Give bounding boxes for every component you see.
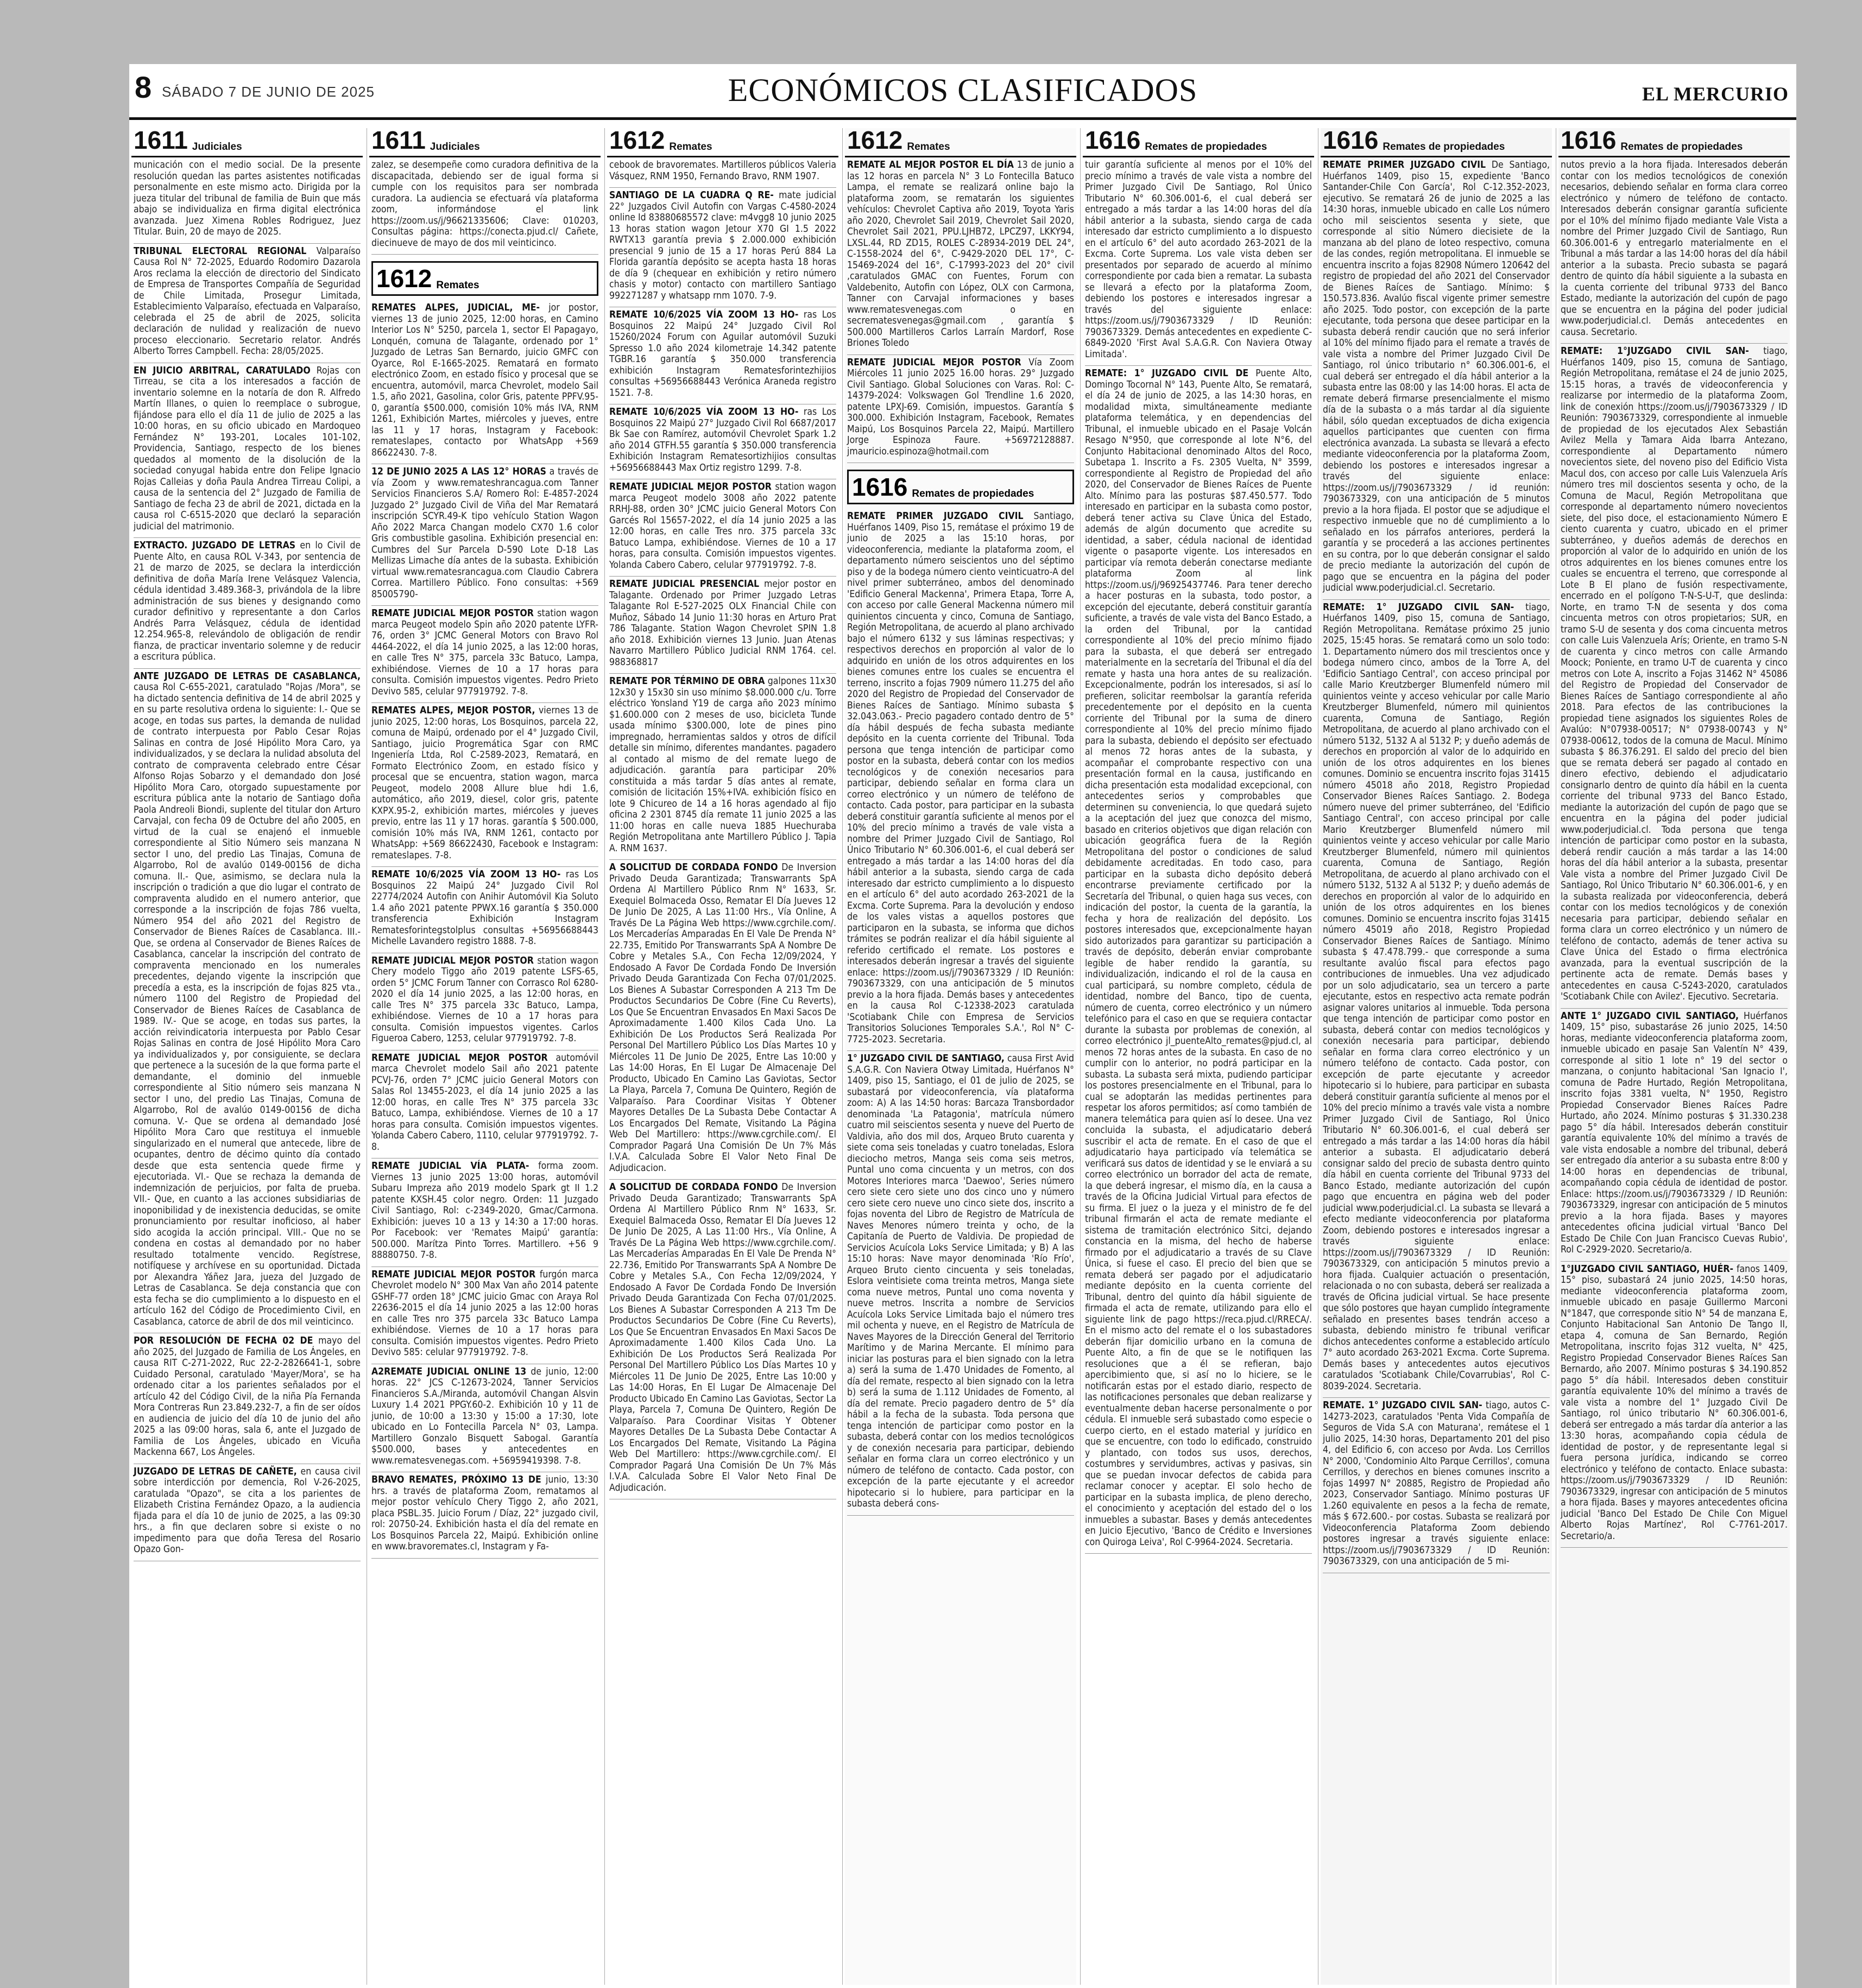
classified-ad (609, 676, 836, 860)
ad-text: tiago, Huérfanos 1409, piso 15, comuna de Santiago, Región Metropolitana. Remátase próximo 25 junio 2025, 15:45 horas. Se rematará como un solo todo: 1. Departamento número dos mil trescientos once y bodega número cinco, ambos de la Torre A, del 'Edificio Santiago Central', con acceso principal por calle Mario Kreutzberger Blumenfeld número mil quinientos veinte y acceso vehicular por calle Mario Kreutzberger Blumenfeld, número mil quinientos cuarenta, Comuna de Santiago, Región Metropolitana, de acuerdo al plano archivado con el número 5132, 5132 A al 5132 P; y dueño además de derechos en proporción al valor de lo adquirido en unión de los otros adquirentes en los bienes comunes. Dominio se encuentra inscrito fojas 31415 número 45018 año 2018, Registro Propiedad Conservador Bienes Raíces Santiago. 2. Bodega número nueve del primer subterráneo, del 'Edificio Santiago Central', con acceso principal por calle Mario Kreutzberger Blumenfeld número mil quinientos veinte y acceso vehicular por calle Mario Kreutzberger Blumenfeld, número mil quinientos cuarenta, Comuna de Santiago, Región Metropolitana, de acuerdo al plano archivado con el número 5132, 5132 A al 5132 P; y dueño además de derechos en proporción al valor de lo adquirido en unión de los otros adquirentes en los bienes comunes. Dominio se encuentra inscrito fojas 31415 número 45019 año 2018, Registro Propiedad Conservador Bienes Raíces de Santiago. Mínimo subasta $ 47.478.799.- que corresponde a suma resultante avalúo fiscal para efectos pago contribuciones de inmuebles. Una vez adjudicado por un solo adjudicatario, sea un tercero a parte ejecutante, estos en respectivo acta remate podrán asignar valores unitarios al inmueble. Toda persona que tenga intención de participar como postor en subasta, deberá contar con medios tecnológicos y conexión necesaria para participar, debiendo señalar en forma clara correo electrónico y un número teléfono de contacto. Cada postor, con excepción de parte ejecutante y acreedor hipotecario si lo hubiere, para participar en subasta deberá constituir garantía suficiente al menos por el 10% del precio mínimo a través vale vista a nombre Primer Juzgado Civil de Santiago, Rol Único Tributario N° 60.306.001-6, el cual deberá ser entregado a más tardar a las 14:00 horas día hábil anterior a subasta. El adjudicatario deberá consignar saldo del precio de subasta dentro quinto día hábil en cuenta corriente del Tribunal 9733 del Banco Estado, mediante autorización del cupón pago que encuentra en página web del poder judicial www.poderjudicial.cl. La subasta se llevará a efecto mediante videoconferencia por plataforma Zoom, debiendo postores e interesados ingresar a través siguiente enlace: https://zoom.us/j/7903673329 / ID Reunión: 7903673329, con anticipación 5 minutos previo a hora fijada. Cualquier actuación o presentación, relacionada o no con subasta, deberá ser realizada a través de Oficina judicial virtual. Se hace presente que sólo postores que hayan cumplido íntegramente señalado en presentes bases tendrán acceso a subasta, debiendo ministro fe tribunal verificar dichos antecedentes conforme a establecido artículo 7° auto acordado 263-2021 Excma. Corte Suprema. Demás bases y antecedentes autos ejecutivos caratulados 'Scotiabank Chile/Covarrubias', Rol C-8039-2024. Secretaria. (1323, 602, 1550, 1392)
section-number: 1616 (1085, 128, 1141, 154)
ad-text: mejor postor en Talagante. Ordenado por Primer Juzgado Letras Talagante Rol E-527-2025 OLX Financial Chile con Muñoz, Sábado 14 Junio 11:30 horas en Arturo Prat 786 Talagante. Station Wagon Chevrolet SPIN 1.8 año 2018. Exhibición viernes 13 Junio. Juan Atenas Navarro Martillero Público Judicial RNM 1764. cel. 988368817 (609, 579, 836, 668)
section-number: 1616 (1561, 128, 1617, 154)
ad-lead: REMATE 10/6/2025 VÍA ZOOM 13 HO- (371, 869, 561, 880)
ad-text: station wagon marca Peugeot modelo 3008 año 2022 patente RRHJ-88, orden 30° JCMC juicio General Motors Con Garcés Rol 15657-2022, el día 14 junio 2025 a las 12:00 horas, en calle Tres nro. 375 parcela 33c Batuco Lampa, exhibiéndose. Viernes de 10 a 17 horas, para consulta. Comisión impuestos vigentes. Yolanda Cabero Cabero, celular 977919792. 7-8. (609, 482, 837, 571)
ad-text: Huérfanos 1409, 15° piso, subastaráse 26 junio 2025, 14:50 horas, mediante videoconferencia plataforma zoom, inmueble ubicado en pasaje San Valentín N° 439, corresponde al sitio 1 lote n° 19 del sector o manzana, o conjunto habitacional 'San Ignacio I', comuna de Padre Hurtado, Región Metropolitana, inscrito fojas 3381 vuelta, N° 1950, Registro Propiedad Conservador Bienes Raíces Padre Hurtado, año 2024. Mínimo posturas $ 31.330.238 pago 5° día hábil. Interesados deberán constituir garantía equivalente 10% del mínimo a través de vale vista endosable a nombre del tribunal, deberá ser entregado día anterior a su subasta entre 8:00 y 14:00 horas en dependencias de tribunal, acompañando copia cédula de identidad de postor. Enlace: https://zoom.us/j/7903673329 / ID Reunión: 7903673329, ingresar con anticipación de 5 minutos previo a la hora fijada. Bases y mayores antecedentes oficina judicial virtual 'Banco Del Estado De Chile Con Juan Francisco Cuevas Rubio', Rol C-2929-2020. Secretario/a. (1561, 1010, 1788, 1255)
ad-text: municación con el medio social. De la presente resolución quedan las partes asistentes notificadas personalmente en este mismo acto. Dirigida por la jueza titular del tribunal de familia de Buin que más abajo se individualiza en firma digital electrónica avanzada. Juez Ximena Robles Rodriguez, Juez Titular. Buin, 20 de mayo de 2025. (134, 160, 361, 237)
ad-lead: JUZGADO DE LETRAS DE CAÑETE, (134, 1466, 297, 1477)
column-7 (1558, 128, 1790, 1985)
ad-lead: REMATE 10/6/2025 VÍA ZOOM 13 HO- (609, 407, 799, 417)
ad-text: automóvil marca Chevrolet modelo Sail año 2021 patente PCVJ-76, orden 7° JCMC juicio General Motors con Salas Rol 13455-2023, el día 14 junio 2025 a las 12:00 horas, en calle Tres N° 375 parcela 33c Batuco, Lampa, exhibiéndose. Viernes de 10 a 17 horas para consulta. Comisión impuestos vigentes. Yolanda Cabero Cabero, 1110, celular 977919792. 7-8. (371, 1052, 598, 1153)
ad-text: De Santiago, Huérfanos 1409, piso 15, expediente 'Banco Santander-Chile Con García', Rol C-12.352-2023, ejecutivo. Se rematará 26 de junio de 2025 a las 14:30 horas, inmueble ubicado en calle Los número ocho mil seiscientos sesenta y siete, que corresponde al sitio Número diecisiete de la manzana ab del plano de loteo respectivo, comuna de las condes, región metropolitana. El inmueble se encuentra inscrito a fojas 82908 Número 120642 del registro de propiedad del año 2021 del Conservador de Bienes Raíces de Santiago. Mínimo: $ 150.573.836. Avalúo fiscal vigente primer semestre año 2025. Todo postor, con excepción de la parte ejecutante, toda persona que desee participar en la subasta deberá rendir caución que no será inferior al 10% del mínimo fijado para el remate a través de vale vista a nombre del Primer Juzgado Civil De Santiago, rol único tributario n° 60.306.001-6, el cual deberá ser entregado el día hábil anterior a la subasta entre las 08:00 y las 14:00 horas. El acta de remate deberá firmarse presencialmente el mismo día de la subasta o a más tardar al día siguiente hábil, sólo quedan exceptuados de dicha exigencia aquellos participantes que cuenten con firma electrónica avanzada. La subasta se llevará a efecto mediante videoconferencia por la plataforma Zoom, debiendo los postores e interesados ingresar a través del siguiente enlace: https://zoom.us/j/7903673329 / id reunión: 7903673329, con una anticipación de 5 minutos previo a la hora fijada. El postor que se adjudique el respectivo inmueble que no dé cumplimiento a lo señalado en los párrafos anteriores, perderá la garantía y se procederá a las acciones pertinentes en su contra, por lo que deberán consignar el saldo de precio mediante la autorización del cupón de pago que se encuentra en la página del poder judicial www.poderjudicial.cl. Secretario. (1323, 160, 1550, 593)
classified-ad (371, 1474, 598, 1559)
ad-lead: REMATE: 1° JUZGADO CIVIL DE (1085, 368, 1249, 379)
ad-lead: 1° JUZGADO CIVIL DE SANTIAGO, (847, 1053, 1005, 1064)
ad-text: en lo Civil de Puente Alto, en causa ROL V-343, por sentencia de 21 de marzo de 2025, se declara la interdicción definitiva de doña María Irene Velásquez Valencia, cédula identidad 3.489.368-3, privándola de la libre administración de sus bienes y designando como curador definitivo y representante a don Carlos Andrés Parra Velásquez, cédula de identidad 12.254.965-8, relevándolo de obligación de rendir fianza, de practicar inventario solemne y de reducir a escritura pública. (134, 540, 361, 662)
newspaper-logo: EL MERCURIO (1642, 83, 1789, 105)
ad-lead: 1°JUZGADO CIVIL SANTIAGO, HUÉR- (1561, 1263, 1733, 1275)
ad-lead: REMATE PRIMER JUZGADO CIVIL (847, 511, 1024, 522)
column-2 (369, 128, 601, 1985)
ad-text: tiago, Huérfanos 1409, piso 15, comuna de Santiago, Región Metropolitana, remátase el 24 de junio 2025, 15:15 horas, a través de videoconferencia y realizarse por intermedio de la plataforma Zoom, link de conexión https://zoom.us/j/7903673329 / ID Reunión: 7903673329, correspondiente al inmueble de propiedad de los ejecutados Alex Sebastián Avilez Mella y Tamara Aida Ibarra Antezano, correspondiente al Departamento número novecientos siete, del noveno piso del Edificio Vista Macul dos, con acceso por calle Luis Valenzuela Arís número tres mil doscientos sesenta y ocho, de la Comuna de Macul, Región Metropolitana que corresponde al departamento número novecientos siete, del piso doce, el estacionamiento Número E ciento cuarenta y cuatro, ubicado en el primer subterráneo, y dueños además de derechos en proporción al valor de lo adquirido en unión de los otros adquirentes en los bienes comunes entre los cuales se encuentra el terreno, que corresponde al Lote B El plano de fusión respectivamente, encerrado en el polígono T-N-S-U-T, que deslinda: Norte, en tramo T-N de sesenta y dos coma cincuenta metros con otros propietarios; SUR, en tramo S-U de sesenta y dos coma cincuenta metros con calle Luis Valenzuela Arís; Oriente, en tramo S-N de cuarenta y cinco metros con calle Armando Moock; Poniente, en tramo U-T de cuarenta y cinco metros con Lote A, inscrito a Fojas 31462 N° 45086 del Registro de Propiedad del Conservador de Bienes Raíces de Santiago correspondiente al año 2018. Para efectos de las contribuciones la propiedad tiene asignados los siguientes Roles de Avalúo: N°07938-00517; N° 07938-00743 y N° 07938-00612, todos de la comuna de Macul. Mínimo subasta $ 86.376.291. El saldo del precio del bien que se remata deberá ser pagado al contado en dinero efectivo, debiendo el adjudicatario consignarlo dentro de quinto día hábil en la cuenta corriente del tribunal 9733 del Banco Estado, mediante la autorización del cupón de pago que se encuentra en la página del poder judicial www.poderjudicial.cl. Toda persona que tenga intención de participar como postor en la subasta, deberá rendir caución a más tardar a las 14:00 horas del día hábil anterior a la subasta, presentar Vale vista a nombre del Primer Juzgado Civil De Santiago, Rol Único Tributario N° 60.306.001-6, y en la subasta realizada por videoconferencia, deberá contar con los medios tecnológicos y de conexión necesaria para participar, debiendo señalar en forma clara un correo electrónico y un número de teléfono de contacto, además de tener activa su Clave Única del Estado o firma electrónica avanzada, para la eventual suscripción de la pertinente acta de remate. Demás bases y antecedentes en causa C-5243-2020, caratulados 'Scotiabank Chile con Avilez'. Ejecutivo. Secretaria. (1561, 346, 1788, 1002)
classified-ad (371, 1161, 598, 1267)
classified-ad (1323, 160, 1550, 600)
classified-ad (1561, 1011, 1788, 1262)
column-1 (131, 128, 363, 1985)
section-label: Remates de propiedades (1383, 141, 1505, 153)
classified-ad (134, 540, 361, 669)
classified-ad (371, 869, 598, 953)
section-label: Remates de propiedades (912, 488, 1034, 499)
classified-ad (609, 190, 836, 307)
ad-lead: REMATE AL MEJOR POSTOR EL DÍA (847, 160, 1014, 170)
section-header (845, 128, 1076, 157)
ad-lead: REMATE JUDICIAL MEJOR POSTOR (371, 1052, 548, 1063)
classified-ad (371, 608, 598, 703)
section-label: Remates (436, 280, 479, 291)
ad-lead: POR RESOLUCIÓN DE FECHA 02 DE (134, 1335, 313, 1346)
newspaper-page (129, 64, 1796, 1988)
section-header (607, 128, 838, 157)
ad-lead: REMATES ALPES, MEJOR POSTOR, (371, 705, 535, 716)
ad-text: zalez, se desempeñe como curadora definitiva de la discapacitada, debiendo ser de igual forma si cumple con los requisitos para ser nombrada curadora. La audiencia se efectuará vía plataforma zoom, informándose el link https://zoom.us/j/96621335606; Clave: 010203, Consultas página: https://conecta.pjud.cl/ Cañete, diecinueve de mayo de dos mil veinticinco. (371, 160, 598, 249)
ad-lead: EXTRACTO. JUZGADO DE LETRAS (134, 540, 296, 551)
ad-text: nutos previo a la hora fijada. Interesados deberán contar con los medios tecnológicos de conexión necesarios, debiendo señalar en forma clara correo electrónico y número de teléfono de contacto. Interesados deberán consignar garantía suficiente por el 10% del mínimo fijado mediante Vale Vista a nombre del Primer Juzgado Civil de Santiago, Run 60.306.001-6 y entregarlo materialmente en el Tribunal a más tardar a las 14:00 horas del día hábil anterior a la subasta. Precio subasta se pagará dentro de quinto día hábil siguiente a la subasta en la cuenta corriente del tribunal 9733 del Banco Estado, mediante la autorización del cupón de pago que se encuentra en la página del poder judicial www.poderjudicial.cl. Demás antecedentes en causa. Secretario. (1561, 160, 1788, 338)
ad-lead: REMATE JUDICIAL MEJOR POSTOR (847, 357, 1021, 368)
section-box-header (371, 261, 598, 296)
classified-ad (134, 671, 361, 1334)
ad-lead: A SOLICITUD DE CORDADA FONDO (609, 862, 778, 873)
ad-lead: REMATE: 1° JUZGADO CIVIL SAN- (1323, 602, 1514, 613)
classified-ad (1085, 368, 1312, 1554)
ad-text: ras Los Bosquinos 22 Maipú 24° Juzgado Civil Rol 15260/2024 Forum con Aguilar automóvil Suzuki Spresso 1.0 año 2024 kilometraje 14.342 patente TGBR.16 garantía $ 350.000 transferencia exhibición Instagram Rematesforintezhijios consultas +56956688443 Verónica Araneda registro 1521. 7-8. (609, 309, 837, 398)
classified-ad (609, 862, 836, 1180)
section-label: Remates (907, 141, 950, 153)
classified-ad (134, 365, 361, 539)
ad-lead: REMATE JUDICIAL VÍA PLATA- (371, 1161, 529, 1172)
ad-text: de junio, 12:00 horas. 22° JCS C-12673-2024, Tanner Servicios Financieros S.A./Miranda, automóvil Changan Alsvin Luxury 1.4 2021 PPGY.60-2. Exhibición 10 y 11 de junio, de 10:00 a 13:30 y 15:00 a 17:30, lote ubicado en Lo Fontecilla Parcela N° 03, Lampa. Martillero Gonzalo Bisquett Sabogal. Garantía $500.000, bases y antecedentes en www.rematesvenegas.com. +56959419398. 7-8. (371, 1366, 599, 1466)
ad-text: Santiago, Huérfanos 1409, Piso 15, remátase el próximo 19 de junio de 2025 a las 15:10 horas, por videoconferencia, mediante la plataforma zoom, el departamento número seiscientos uno del séptimo piso y de la bodega número ciento veinticuatro-A del nivel primer subterráneo, ambos del denominado 'Edificio General Mackenna', Primera Etapa, Torre A, con acceso por calle General Mackenna número mil quinientos cincuenta y cinco, Comuna de Santiago, Región Metropolitana, de acuerdo al plano archivado bajo el número 6132 y sus láminas respectivas; y respectivos derechos en proporción al valor de lo adquirido en unión de los otros adquirentes en los bienes comunes entre los cuales se encuentra el terreno, inscrito a fojas 7909 número 11.275 del año 2020 del Registro de Propiedad del Conservador de Bienes Raíces de Santiago. Mínimo subasta $ 32.043.063.- Precio pagadero contado dentro de 5° día hábil después de fecha subasta mediante depósito en la cuenta corriente del Tribunal. Toda persona que tenga intención de participar como postor en la subasta, deberá contar con los medios tecnológicos y de conexión necesarios para participar, debiendo señalar en forma clara un correo electrónico y un número de teléfono de contacto. Cada postor, para participar en la subasta deberá constituir garantía suficiente al menos por el 10% del precio mínimo a través de vale vista a nombre del Primer Juzgado Civil de Santiago, Rol Único Tributario N° 60.306.001-6, el cual deberá ser entregado a más tardar a las 14:00 horas del día hábil anterior a la subasta, siendo carga de cada interesado dar estricto cumplimiento a lo dispuesto en el artículo 6° del auto acordado 263-2021 de la Excma. Corte Suprema. Para la devolución y endoso de los vales vistas a aquellos postores que participaron en la subasta, se informa que dichos trámites se podrán realizar el día hábil siguiente al referido certificado el remate. Los postores e interesados deberán ingresar a través del siguiente enlace: https://zoom.us/j/7903673329 / ID Reunión: 7903673329, con una anticipación de 5 minutos previo a la hora fijada. Demás bases y antecedentes en la causa Rol C-12338-2023 caratulada 'Scotiabank Chile con Empresa de Servicios Transitorios Soluciones Temporales S.A.', Rol N° C-7725-2023. Secretaria. (847, 511, 1074, 1045)
ad-text: causa First Avid S.A.G.R. Con Naviera Otway Limitada, Huérfanos N° 1409, piso 15, Santiago, el 01 de julio de 2025, se subastará por videoconferencia, vía plataforma zoom: A) A las 14:50 horas: Barcaza Transbordador denominada 'La Patagonia', matrícula número cuatro mil seiscientos sesenta y nueve del Puerto de Valdivia, año dos mil dos, Arqueo Bruto cuarenta y siete coma seis toneladas y cuatro toneladas, Eslora dieciocho metros, Manga seis coma seis metros, Puntal uno coma cincuenta y un metros, con dos Motores Interiores marca 'Daewoo', Series número cero siete cero siete uno dos cinco uno y número cero siete cero nueve uno cinco siete dos, inscrito a fojas noventa del Libro de Registro de Matrícula de Naves Menores número treinta y ocho, de la Capitanía de Puerto de Valdivia. De propiedad de Servicios Acuícola Loks Service Limitada; y B) A las 15:10 horas: Nave mayor denominada 'Río Frío', Arqueo Bruto ciento cincuenta y seis toneladas, Eslora veintisiete coma treinta metros, Manga siete coma nueve metros, Puntal uno coma noventa y nueve metros. Inscrita a nombre de Servicios Acuícola Loks Service Limitada bajo el número tres mil ochenta y nueve, en el Registro de Matrícula de Naves Mayores de la Dirección General del Territorio Marítimo y de Marina Mercante. El mínimo para iniciar las posturas para el bien signado con la letra a) será la suma de 1.470 Unidades de Fomento, al día del remate, respecto al bien signado con la letra b) será la suma de 1.112 Unidades de Fomento, al día del remate. Precio pagadero dentro de 5° día hábil a la fecha de la subasta. Toda persona que tenga intención de participar como postor en la subasta, deberá contar con los medios tecnológicos y de conexión necesaria para participar, debiendo señalar en forma clara un correo electrónico y un número de teléfono de contacto. Cada postor, con excepción de la parte ejecutante y el acreedor hipotecario si lo hubiere, para participar en la subasta deberá cons- (847, 1053, 1074, 1509)
classified-ad (371, 466, 598, 606)
ad-lead: ANTE 1° JUZGADO CIVIL SANTIAGO, (1561, 1010, 1739, 1022)
classified-ad (134, 1466, 361, 1561)
ad-text: Puente Alto, Domingo Tocornal N° 143, Puente Alto, Se rematará, el día 24 de junio de 2025, a las 14:30 horas, en modalidad mixta, simultáneamente mediante plataforma telemática, y en dependencias del Tribunal, el inmueble ubicado en el Pasaje Volcán Resago N°950, que corresponde al lote N°6, del Conjunto Habitacional denominado Altos del Roco, Subetapa 1. Inscrito a Fs. 2305 Vuelta, N° 3599, correspondiente al Registro de Propiedad del año 2020, del Conservador de Bienes Raíces de Puente Alto. Mínimo para las posturas $87.450.577. Todo interesado en participar en la subasta como postor, deberá tener activa su Clave Única del Estado, además de algún documento que acredite su identidad, a saber, cédula nacional de identidad vigente o pasaporte vigente. Los interesados en participar vía remota deberán conectarse mediante plataforma Zoom al link https://zoom.us/j/96925437746. Para tener derecho a hacer posturas en la subasta, todo postor, a excepción del ejecutante, deberá constituir garantía suficiente, a través de vale vista del Banco Estado, a la orden del Tribunal, por la cantidad correspondiente al 10% del precio mínimo fijado para la subasta, el que deberá ser entregado materialmente en la secretaría del Tribunal el día del remate y hasta una hora antes de su realización. Excepcionalmente, podrán los interesados, si así lo prefieren, solicitar reembolsar la garantía referida precedentemente por el depósito en la cuenta corriente del Tribunal por la suma de dinero correspondiente al 10% del precio mínimo fijado para la subasta, debiendo el depósito ser efectuado al menos 72 horas antes de la subasta, y acompañar el comprobante respectivo con una presentación formal en la causa, justificando en dicha presentación esta modalidad excepcional, con antecedentes serios y comprobables que determinen su conveniencia, lo que quedará sujeto a la aceptación del juez que conozca del mismo, basado en criterios objetivos que digan relación con ubicación geográfica fuera de la Región Metropolitana del postor o condiciones de salud debidamente acreditadas. En todo caso, para participar en la subasta dicho depósito deberá encontrarse previamente certificado por la Secretaría del Tribunal, o quien haga sus veces, con indicación del postor, la cuenta de la garantía, la fecha y hora de realización del depósito. Los postores interesados que, excepcionalmente hayan sido autorizados para garantizar su participación a través de depósito, deberán enviar comprobante legible de haber rendido la garantía, su individualización, indicando el rol de la causa en cual participará, su nombre completo, cédula de identidad, nombre del Banco, tipo de cuenta, número de cuenta, correo electrónico y un número telefónico para el caso en que se requiera contactar durante la subasta por problemas de conexión, al correo electrónico jl_puenteAlto_remates@pjud.cl, al menos 72 horas antes de la subasta. En caso de no cumplir con lo anterior, no podrá participar en la subasta. La subasta será mixta, pudiendo participar los postores presencialmente en el Tribunal, para lo cual se adoptarán las medidas pertinentes para respetar los aforos permitidos; así como también de manera telemática para quien así lo desee. Una vez concluida la subasta, el adjudicatario deberá suscribir el acta de remate. En el caso de que el adjudicatario haya participado vía telemática se verificará sus datos de identidad y se le enviará a su correo electrónico un borrador del acta de remate, la que deberá ingresar, el mismo día, en la causa a través de la Oficina Judicial Virtual para efectos de su firma. El juez o la jueza y el ministro de fe del tribunal firmarán el acta de remate mediante el sistema de tramitación electrónico Sitci, dejando constancia en la misma, del hecho de haberse firmado por el adjudicatario a través de su Clave Única, si fuese el caso. El precio del bien que se remata deberá ser pagado por el adjudicatario mediante depósito en la cuenta corriente del Tribunal, dentro del quinto día hábil siguiente de firmada el acta de remate, utilizando para ello el siguiente link de pago https://reca.pjud.cl/RRECA/. En el mismo acto del remate el o los subastadores deberán fijar domicilio urbano en la comuna de Puente Alto, a fin de que se le notifiquen las resoluciones que a él se refieran, bajo apercibimiento que, si así no lo hiciere, se le notificarán estas por el estado diario, respecto de las notificaciones personales que deban realizarse y eventualmente deban hacerse personalmente o por cédula. El inmueble será subastado como especie o cuerpo cierto, en el estado material y jurídico en que se encuentre, con todo lo edificado, construido y plantado, con todos sus usos, derechos, costumbres y servidumbres, activas y pasivas, sin que se puedan invocar defectos de cabida para reclamar conocer y aceptar. El solo hecho de participar en la subasta implica, de pleno derecho, el conocimiento y aceptación del estado del o los inmuebles a subastar. Bases y demás antecedentes en Juicio Ejecutivo, 'Banco de Crédito e Inversiones con Quiroga Leiva', Rol C-9964-2024. Secretaria. (1085, 368, 1312, 1548)
section-label: Judiciales (430, 141, 480, 153)
ad-lead: REMATE JUDICIAL MEJOR POSTOR (371, 1269, 536, 1280)
ad-text: fanos 1409, 15° piso, subastará 24 junio 2025, 14:50 horas, mediante videoconferencia plataforma zoom, inmueble ubicado en pasaje Guillermo Marconi N°1847, que corresponde sitio N° 54 de manzana E, Conjunto Habitacional San Antonio De Tango II, etapa 4, comuna de San Bernardo, Región Metropolitana, inscrito fojas 312 vuelta, N° 425, Registro Propiedad Conservador Bienes Raíces San Bernardo, año 2007. Mínimo posturas $ 34.190.852 pago 5° día hábil. Interesados deben constituir garantía equivalente 10% del mínimo a través de vale vista a nombre del 1° Juzgado Civil De Santiago, rol único tributario N° 60.306.001-6, deberá ser entregado a más tardar día anterior a las 13:30 horas, acompañando copia cédula de identidad de postor, y de representante legal si fuera persona jurídica, indicando se correo electrónico y teléfono de contacto. Enlace subasta: https://zoom.us/j/7903673329 / ID Reunión: 7903673329, ingresar con anticipación de 5 minutos a hora fijada. Bases y mayores antecedentes oficina judicial 'Banco Del Estado De Chile Con Miguel Alberto Rojas Martínez', Rol C-7761-2017. Secretario/a. (1561, 1263, 1788, 1542)
ad-text: cebook de bravoremates. Martilleros públicos Valeria Vásquez, RNM 1950, Fernando Bravo, RNM 1907. (609, 160, 836, 182)
ad-text: jor postor, viernes 13 de junio 2025, 12:00 horas, en Camino Interior Los N° 5250, parcela 1, sector El Papagayo, Lonquén, comuna de Talagante, ordenado por 1° Juzgado de Letras San Bernardo, juicio GMFC con Oyarce, Rol E-1665-2025. Rematará en formato electrónico Zoom, en estado físico y procesal que se encuentra, automóvil, marca Chevrolet, modelo Sail 1.5, año 2021, Gasolina, color Gris, patente PPFV.95-0, garantía $500.000, comisión 10% más IVA, RNM 1261, Exhibición Martes, miércoles y jueves, entre las 11 y 17 horas, Instagram y Facebook: remateslapes, contacto por WhatsApp +569 86622430. 7-8. (371, 302, 599, 458)
ad-lead: REMATE 10/6/2025 VÍA ZOOM 13 HO- (609, 309, 799, 320)
classified-ad (609, 1182, 836, 1499)
classified-ad (1561, 160, 1788, 344)
classified-ad (609, 579, 836, 674)
ad-text: Valparaíso Causa Rol N° 72-2025, Eduardo Rodomiro Dazarola Aros reclama la elección de directorio del Sindicato de Empresa de Transportes Compañía de Seguridad de Chile Limitada, Prosegur Limitada, Establecimiento Valparaíso, efectuada en Valparaíso, celebrada el 25 de abril de 2025, solicita declaración de nulidad y realización de nuevo proceso eleccionario. Secretario relator. Andrés Alberto Torres Campbell. Fecha: 28/05/2025. (134, 245, 361, 357)
classified-ad (371, 1269, 598, 1364)
column-4 (845, 128, 1076, 1985)
ad-text: mate judicial 22° Juzgados Civil Autofin con Vargas C-4580-2024 online Id 83880685572 clave: m4vgg8 10 junio 2025 13 horas station wagon Jetour X70 GI 1.5 2022 RWTX13 garantía previa $ 2.000.000 exhibición presencial 9 junio de 15 a 17 horas Perú 884 La Florida garantía depósito se acepta hasta 18 horas de día 9 (chequear en exhibición y retiro número chasis y motor) contacto con martillero Santiago 992271287 y whatsapp rnm 1070. 7-9. (609, 190, 837, 301)
ad-text: mayo del año 2025, del Juzgado de Familia de Los Ángeles, en causa RIT C-271-2022, Ruc 22-2-2826641-1, sobre Cuidado Personal, caratulado 'Mayer/Mora', se ha ordenado citar a los parientes señalados por el artículo 42 del Código Civil, de la niña Pía Fernanda Mora Contreras Run 23.849.232-7, a fin de ser oídos en audiencia de juicio del día 10 de junio del año 2025 a las 09:00 horas, sala 6, ante el Juzgado de Familia de Los Ángeles, ubicado en Vicuña Mackenna 667, Los Ángeles. (134, 1335, 361, 1458)
section-number: 1616 (852, 473, 908, 501)
section-label: Remates de propiedades (1620, 141, 1743, 153)
ad-text: galpones 11x30 12x30 y 15x30 sin uso mínimo $8.000.000 c/u. Torre eléctrico Yonsland Y19 de carga año 2023 mínimo $1.600.000 con 2 meses de uso, bicicleta Tunde usada mínimo $300.000, lote de pines pino impregnado, herramientas saldos y otros de difícil detalle sin mínimo, diferentes mandantes. pagadero al contado al mismo de del remate luego de adjudicación. garantía para participar 20% constituida a más tardar 5 días antes al remate, comisión de licitación 15%+IVA. exhibición físico en lote 9 Chicureo de 14 a 16 horas agendado al fijo oficina 2 2301 8745 día remate 11 junio 2025 a las 11:00 horas en calle nueva 1885 Huechuraba Región Metropolitana ante Martillero Público J. Tapia A. RNM 1637. (609, 676, 836, 854)
section-number: 1612 (847, 128, 903, 154)
classified-ad (847, 1053, 1074, 1516)
ad-lead: REMATE PRIMER JUZGADO CIVIL (1323, 160, 1486, 170)
ad-text: a través de vía Zoom y www.remateshrancagua.com Tanner Servicios Financieros S.A/ Romero Rol: E-4857-2024 Juzgado 2° Juzgado Civil de Viña del Mar Rematará inscripción SCYR.49-K tipo vehículo Station Wagon Año 2022 Marca Changan modelo CX70 1.6 color Gris combustible gasolina. Exhibición presencial en: Cumbres del Sur Parcela D-590 Lote D-18 Las Mellizas Limache día antes de la subasta. Exhibición virtual www.rematesrancagua.com Claudio Cabrera Correa. Martillero Público. Fono consultas: +569 85005790- (371, 466, 598, 600)
masthead-rule (129, 117, 1796, 120)
section-label: Judiciales (192, 141, 242, 153)
ad-text: furgón marca Chevrolet modelo N° 300 Max Van año 2014 patente GSHF-77 orden 18° JCMC juicio Gmac con Araya Rol 22636-2015 el día 14 junio 2025 a las 12:00 horas en calle Tres nro 375 parcela 33c Batuco Lampa exhibiéndose. Viernes de 10 a 17 horas para consulta. Comisión impuestos vigentes. Pedro Prieto Devivo 585: celular 977919792. 7-8. (371, 1269, 598, 1358)
section-number: 1611 (134, 128, 188, 154)
ad-text: Vía Zoom Miércoles 11 junio 2025 16.00 horas. 29° Juzgado Civil Santiago. Global Soluciones con Varas. Rol: C-14379-2024: Volkswagen Gol Trendline 1.6 2020, patente LPXJ-69. Comisión, impuestos. Garantía $ 300.000. Exhibición Instagram, Facebook, Remates Maipú, Los Bosquinos Parcela 22, Maipú. Martillero Jorge Espinoza Faure. +56972128887. jmauricio.espinoza@hotmail.com (847, 357, 1075, 457)
ad-text: tuir garantía suficiente al menos por el 10% del precio mínimo a través de vale vista a nombre del Primer Juzgado Civil De Santiago, Rol Único Tributario N° 60.306.001-6, el cual deberá ser entregado a más tardar a las 14:00 horas del día hábil anterior a la subasta, siendo carga de cada interesado dar estricto cumplimiento a lo dispuesto en el artículo 6° del auto acordado 263-2021 de la Excma. Corte Suprema. Los vale vista deben ser presentados por separado de acuerdo al mínimo correspondiente por cada bien a rematar. La subasta se llevará a efecto por la plataforma Zoom, debiendo los postores e interesados ingresar a través del siguiente enlace: https://zoom.us/j/7903673329 / ID Reunión: 7903673329. Demás antecedentes en expediente C-6849-2020 'First Aval S.A.G.R. Con Naviera Otway Limitada'. (1085, 160, 1312, 360)
ad-lead: REMATE POR TÉRMINO DE OBRA (609, 676, 765, 687)
ad-text: station wagon Chery modelo Tiggo año 2019 patente LSFS-65, orden 5° JCMC Forum Tanner con Corrasco Rol 6280-2020 el día 14 junio 2025, a las 12:00 horas, en calle Tres N° 375 parcela 33c Batuco, Lampa, exhibiéndose. Viernes de 10 a 17 horas para consulta. Comisión impuestos vigentes. Carlos Figueroa Cabero, 1253, celular 977919792. 7-8. (371, 955, 599, 1044)
ad-text: ras Los Bosquinos 22 Maipú 24° Juzgado Civil Rol 22774/2024 Autofin con Anihir Automóvil Kia Soluto 1.4 año 2021 patente PPWX.16 garantía $ 350.000 transferencia Exhibición Instagram Rematesforintegstolplus consultas +56956688443 Michelle Lavandero registro 1888. 7-8. (371, 869, 599, 947)
column-divider (1080, 128, 1081, 1985)
column-6 (1321, 128, 1552, 1985)
ad-text: tiago, autos C-14273-2023, caratulados 'Penta Vida Compañía de Seguros de Vida S.A con Maturana', remátese el 1 julio 2025, 14:30 horas, Departamento 201 del piso 4, del Edificio 6, con acceso por Avda. Los Cerrillos N° 2000, 'Condominio Alto Parque Cerrillos', comuna Cerrillos, y derechos en bienes comunes inscrito a fojas 14997 N° 20885, Registro de Propiedad año 2023, Conservador Santiago. Mínimo posturas UF 1.260 equivalente en pesos a la fecha de remate, más $ 672.600.- por costas. Subasta se realizará por Videoconferencia Plataforma Zoom debiendo postores ingresar a través siguiente enlace: https://zoom.us/j/7903673329 / ID Reunión: 7903673329, con una anticipación de 5 mi- (1323, 1400, 1550, 1567)
classified-ad (1561, 346, 1788, 1009)
ad-text: De Inversion Privado Deuda Garantizada; Transwarrants SpA Ordena Al Martillero Público Rnm N° 1633, Sr. Exequiel Bolmaceda Osso, Rematar El Día Jueves 12 De Junio De 2025, A Las 11:00 Hrs., Vía Online, A Través De La Página Web https://www.cgrchile.com/. Los Mercaderías Amparadas En El Vale De Prenda N° 22.735, Emitido Por Transwarrants SpA A Nombre De Cobre y Metales S.A., Con Fecha 12/09/2024, Y Endosado A Favor De Cordada Fondo De Inversión Privado Deuda Garantizada Con Fecha 07/01/2025. Los Bienes A Subastar Corresponden A 213 Tm De Productos Secundarios De Cobre (Fine Cu Reverts), Los Que Se Encuentran Envasados En Maxi Sacos De Aproximadamente 1.400 Kilos Cada Uno. La Exhibición De Los Productos Será Realizada Por Personal Del Martillero Público Los Días Martes 10 y Miércoles 11 De Junio De 2025, Entre Las 10:00 y Las 14:00 Horas, En El Lugar De Almacenaje Del Producto, Ubicado En Camino Las Gaviotas, Sector La Playa, Parcela 7, Comuna De Quintero, Región de Valparaíso. Para Coordinar Visitas Y Obtener Mayores Detalles De La Subasta Debe Contactar A Los Encargados Del Remate, Visitando La Página Web Del Martillero: https://www.cgrchile.com/. El Comprador Pagará Una Comisión De Un 7% Más I.V.A. Calculada Sobre El Valor Neto Final De Adjudicacion. (609, 862, 836, 1174)
classified-ad (609, 407, 836, 479)
ad-lead: REMATE. 1° JUZGADO CIVIL SAN- (1323, 1400, 1482, 1411)
classified-ad (609, 309, 836, 404)
classified-ad (1323, 1400, 1550, 1573)
classified-ad (134, 1335, 361, 1464)
ad-text: en causa civil sobre interdicción por demencia, Rol V-26-2025, caratulada "Opazo", se cita a los parientes de Elizabeth Cristina Fernández Opazo, a la audiencia fijada para el día 10 de junio de 2025, a las 09:30 hrs., a fin que declaren sobre si existe o no impedimento para que doña Teresa del Rosario Opazo Gon- (134, 1466, 361, 1555)
ad-lead: REMATE JUDICIAL MEJOR POSTOR (371, 955, 534, 966)
ad-lead: REMATES ALPES, JUDICIAL, ME- (371, 302, 540, 313)
masthead (129, 64, 1796, 117)
ad-text: viernes 13 de junio 2025, 12:00 horas, Los Bosquinos, parcela 22, comuna de Maipú, ordenado por el 4° Juzgado Civil, Santiago, juicio Progremática Sgar con RMC Ingeniería Ltda, Rol C-2589-2023, Rematará, en Formato Electrónico Zoom, en estado físico y procesal que se encuentra, station wagon, marca Peugeot, modelo 2008 Allure blue hdi 1.6, automático, año 2019, diesel, color gris, patente KXPX.95-2, exhibición martes, miércoles y jueves previo, entre las 11 y 17 horas. garantía $ 500.000, comisión 10% más IVA, RNM 1261, contacto por WhatsApp: +569 86622430, Facebook e Instagram: remateslapes. 7-8. (371, 705, 598, 861)
section-number: 1611 (371, 128, 426, 154)
ad-text: junio, 13:30 hrs. a través de plataforma Zoom, rematamos al mejor postor vehículo Chery Tiggo 2, año 2021, placa PSBL.35. Juicio Forum / Díaz, 22° juzgado civil, rol: 20750-24. Exhibición hasta el día del remate en Los Bosquinos Parcela 22, Maipú. Exhibición online en www.bravoremates.cl, Instagram y Fa- (371, 1474, 598, 1552)
classified-ad (371, 1366, 598, 1473)
classified-ad (134, 160, 361, 244)
page-number: 8 (135, 70, 152, 104)
ad-text: forma zoom. Viernes 13 junio 2025 13:00 horas, automóvil Subaru Impreza año 2019 modelo Spark gt II 1.2 patente KXSH.45 color negro. Orden: 11 Juzgado Civil Santiago, Rol: c-2349-2020, Gmac/Carmona. Exhibición: jueves 10 a 13 y 14:30 a 17:00 horas. Por Facebook: ver 'Remates Maipú' garantía: 500.000. Marítza Pinto Torres. Martillero. +56 9 88880750. 7-8. (371, 1161, 598, 1261)
classified-ad (847, 511, 1074, 1051)
ad-lead: A2REMATE JUDICIAL ONLINE 13 (371, 1366, 527, 1377)
section-number: 1612 (609, 128, 665, 154)
classified-ad (1085, 160, 1312, 366)
ad-lead: REMATE: 1°JUZGADO CIVIL SAN- (1561, 346, 1749, 357)
ad-lead: REMATE JUDICIAL MEJOR POSTOR (609, 482, 772, 492)
classified-ad (609, 482, 836, 577)
classified-ad (371, 160, 598, 255)
section-number: 1612 (376, 264, 432, 293)
ad-lead: 12 DE JUNIO 2025 A LAS 12° HORAS (371, 466, 546, 477)
ad-lead: ANTE JUZGADO DE LETRAS DE CASABLANCA, (134, 670, 361, 682)
classified-ad (371, 955, 598, 1050)
classified-ad (134, 246, 361, 363)
ad-text: ras Los Bosquinos 22 Maipú 27° Juzgado Civil Rol 6687/2017 Bk Sae con Ramírez, automóvil Chevrolet Spark 1.2 año 2014 GTFH.55 garantía $ 350.000 transferencia Exhibición Instagram Rematesortizhijios consultas +56956688443 Max Ortiz registro 1299. 7-8. (609, 407, 837, 473)
classified-ad (1323, 602, 1550, 1398)
classified-ad (609, 160, 836, 188)
column-3 (607, 128, 838, 1985)
ad-lead: BRAVO REMATES, PRÓXIMO 13 DE (371, 1474, 541, 1485)
classified-ad (1561, 1264, 1788, 1548)
section-label: Remates de propiedades (1145, 141, 1267, 153)
ad-lead: EN JUICIO ARBITRAL, CARATULADO (134, 365, 311, 376)
ad-lead: TRIBUNAL ELECTORAL REGIONAL (134, 245, 307, 257)
section-label: Remates (669, 141, 712, 153)
ad-lead: REMATE JUDICIAL MEJOR POSTOR (371, 608, 534, 619)
ad-lead: A SOLICITUD DE CORDADA FONDO (609, 1182, 778, 1193)
section-box-header (847, 470, 1074, 504)
section-header (369, 128, 601, 157)
page-date: SÁBADO 7 DE JUNIO DE 2025 (162, 84, 375, 100)
classified-ad (847, 357, 1074, 464)
ad-lead: REMATE JUDICIAL PRESENCIAL (609, 579, 760, 590)
classified-ad (371, 705, 598, 867)
section-header (131, 128, 363, 157)
column-divider (604, 128, 605, 1985)
column-5 (1083, 128, 1314, 1985)
column-divider (842, 128, 843, 1985)
section-header (1558, 128, 1790, 157)
ad-text: causa Rol C-655-2021, caratulado "Rojas /Mora", se ha dictado sentencia definitiva de 14 de abril 2025 y en su parte resolutiva ordena lo siguiente: I.- Que se acoge, en todas sus partes, la demanda de nulidad de contrato interpuesta por Pablo Cesar Rojas Salinas en contra de José Hipólito Mora Caro, ya individualizados, y se declara la nulidad absoluta del contrato de compraventa celebrado entre César Alfonso Rojas Sobarzo y el demandado don José Hipólito Mora Caro, otorgado supuestamente por escritura pública ante la notario de Santiago doña Paola Andreoli Biondi, suplente del titular don Arturo Carvajal, con fecha 09 de Octubre del año 2005, en virtud de la cual se enajenó el inmueble correspondiente al Sitio Número seis manzana N sector I uno, del predio Las Tinajas, Comuna de Algarrobo, Rol de avalúo 0149-00156 de dicha comuna. II.- Que, asimismo, se declara nula la inscripción o tradición a que dio lugar el contrato de compraventa aludido en el numero anterior, que corresponde a la inscripción de fojas 786 vuelta, Número 954 del año 2021 del Registro de Conservador de Bienes Raíces de Casablanca. III.- Que, se ordena al Conservador de Bienes Raíces de Casablanca, cancelar la inscripción del contrato de compraventa mencionado en los numerales precedentes, dejando vigente la inscripción que precedía a esta, es la inscripción de fojas 825 vta., número 1100 del Registro de Propiedad del Conservador de Bienes Raíces de Casablanca de 1989. IV.- Que se acoge, en todas sus partes, la acción reivindicatoria interpuesta por Pablo Cesar Rojas Salinas en contra de José Hipólito Mora Caro ya individualizados y, por consiguiente, se declara que pertenece a la sucesión de la que forma parte el demandante, el dominio del inmueble correspondiente al Sitio número seis manzana N sector I uno, del predio Las Tinajas, Comuna de Algarrobo, Rol de avalúo 0149-00156 de dicha comuna. V.- Que se ordena al demandado José Hipólito Mora Caro que restituya el inmueble singularizado en el numeral que antecede, libre de ocupantes, dentro de décimo quinto día contado desde que esta sentencia quede firme y ejecutoriada. VI.- Que se rechaza la demanda de indemnización de perjuicios, por falta de prueba. VII.- Que, en cuanto a las acciones subsidiarias de inoponibilidad y de inexistencia deducidas, se omite pronunciamiento por resultar inoficioso, al haber sido acogida la acción principal. VIII.- Que no se condena en costas al demandado por no haber resultado totalmente vencido. Regístrese, notifíquese y archívese en su oportunidad. Dictada por Alexandra Yáñez Jara, jueza del Juzgado de Letras de Casablanca. Se deja constancia que con esta fecha se dio cumplimiento a lo dispuesto en el artículo 162 del Código de Procedimiento Civil, en Casablanca, catorce de abril de dos mil veinticinco. (134, 682, 361, 1327)
ad-text: De Inversion Privado Deuda Garantizado; Transwarrants SpA Ordena Al Martillero Público Rnm N° 1633, Sr. Exequiel Balmaceda Osso, Rematar El Día Jueves 12 De Junio De 2025, A Las 11:00 Hrs., Vía Online, A Través De La Página Web https://www.cgrchile.com/. Las Mercaderías Amparadas En El Vale De Prenda N° 22.736, Emitido Por Transwarrants SpA A Nombre De Cobre y Metales S.A., Con Fecha 12/09/2024, Y Endosado A Favor De Cordada Fondo De Inversión Privado Deuda Garantizada Con Fecha 07/01/2025. Los Bienes A Subastar Corresponden A 213 Tm De Productos Secundarios De Cobre (Fine Cu Reverts), Los Que Se Encuentran Envasados En Maxi Sacos De Aproximadamente 1.400 Kilos Cada Uno. La Exhibición De Los Productos Será Realizada Por Personal Del Martillero Público Los Días Martes 10 y Miércoles 11 De Junio De 2025, Entre Las 10:00 y Las 14:00 Horas, En El Lugar De Almacenaje Del Producto Ubicado En Camino Las Gaviotas, Sector La Playa, Parcela 7, Comuna De Quintero, Región De Valparaíso. Para Coordinar Visitas Y Obtener Mayores Detalles De La Subasta Debe Contactar A Los Encargados Del Remate, Visitando La Página Web Del Martillero: https://www.cgrchile.com/. El Comprador Pagará Una Comisión De Un 7% Más I.V.A. Calculada Sobre El Valor Neto Final De Adjudicación. (609, 1182, 836, 1493)
classified-ad (371, 1053, 598, 1159)
section-title: ECONÓMICOS CLASIFICADOS (728, 72, 1198, 108)
section-header (1321, 128, 1552, 157)
ad-text: 13 de junio a las 12 horas en parcela N° 3 Lo Fontecilla Batuco Lampa, el remate se realizará online bajo la plataforma zoom, se rematarán los siguientes vehículos: Chevrolet Captiva año 2019, Toyota Yaris año 2020, Chevrolet Sail 2019, Chevrolet Sail 2020, Chevrolet Sail 2021, PPU.LJHB72, LPCZ97, LKKY94, LXSL.44, RD ZD15, ROLES C-28934-2019 DEL 24°, C-1558-2024 del 6°, C-9429-2020 DEL 17°, C-15469-2024 del 16°, C-17993-2023 del 20° civil ,caratulados GMAC con Fuentes, Forum con Valdebenito, Autofin con López, OLX con Carmona, Tanner con Carvajal informaciones y bases www.rematesvenegas.com o en secrematesvenegas@gmail.com , garantía $ 500.000 Martilleros Carlos Larraín Mardorf, Rose Briones Toledo (847, 160, 1075, 349)
ad-lead: SANTIAGO DE LA CUADRA Q RE- (609, 190, 774, 201)
ad-text: station wagon marca Peugeot modelo Spin año 2020 patente LYFR-76, orden 3° JCMC General Motors con Bravo Rol 4464-2022, el día 14 junio 2025, a las 12:00 horas, en calle Tres N° 375, parcela 33c Batuco, Lampa, exhibiéndose. Viernes de 10 a 17 horas para consulta. Comisión impuestos vigentes. Pedro Prieto Devivo 585, celular 977919792. 7-8. (371, 608, 599, 697)
section-header (1083, 128, 1314, 157)
ad-text: Rojas con Tirreau, se cita a los interesados a facción de inventario solemne en la notaría de don R. Alfredo Martín Illanes, o quien lo reemplace o subrogue, fijándose para ello el día 11 de julio de 2025 a las 10:00 horas, en su oficio ubicado en Mardoqueo Fernández N° 193-201, Locales 101-102, Providencia, Santiago, respecto de los bienes quedados al momento de la disolución de la sociedad conyugal habida entre don Felipe Ignacio Rojas Calleias y doña Paula Andrea Tirreau Colipi, a causa de la sentencia del 2° Juzgado de Familia de Santiago de fecha 23 de abril de 2021, dictada en la causa rol C-6515-2020 que declaró la separación judicial del matrimonio. (134, 365, 361, 532)
classified-ad (847, 160, 1074, 355)
section-number: 1616 (1323, 128, 1379, 154)
classified-ad (371, 302, 598, 464)
